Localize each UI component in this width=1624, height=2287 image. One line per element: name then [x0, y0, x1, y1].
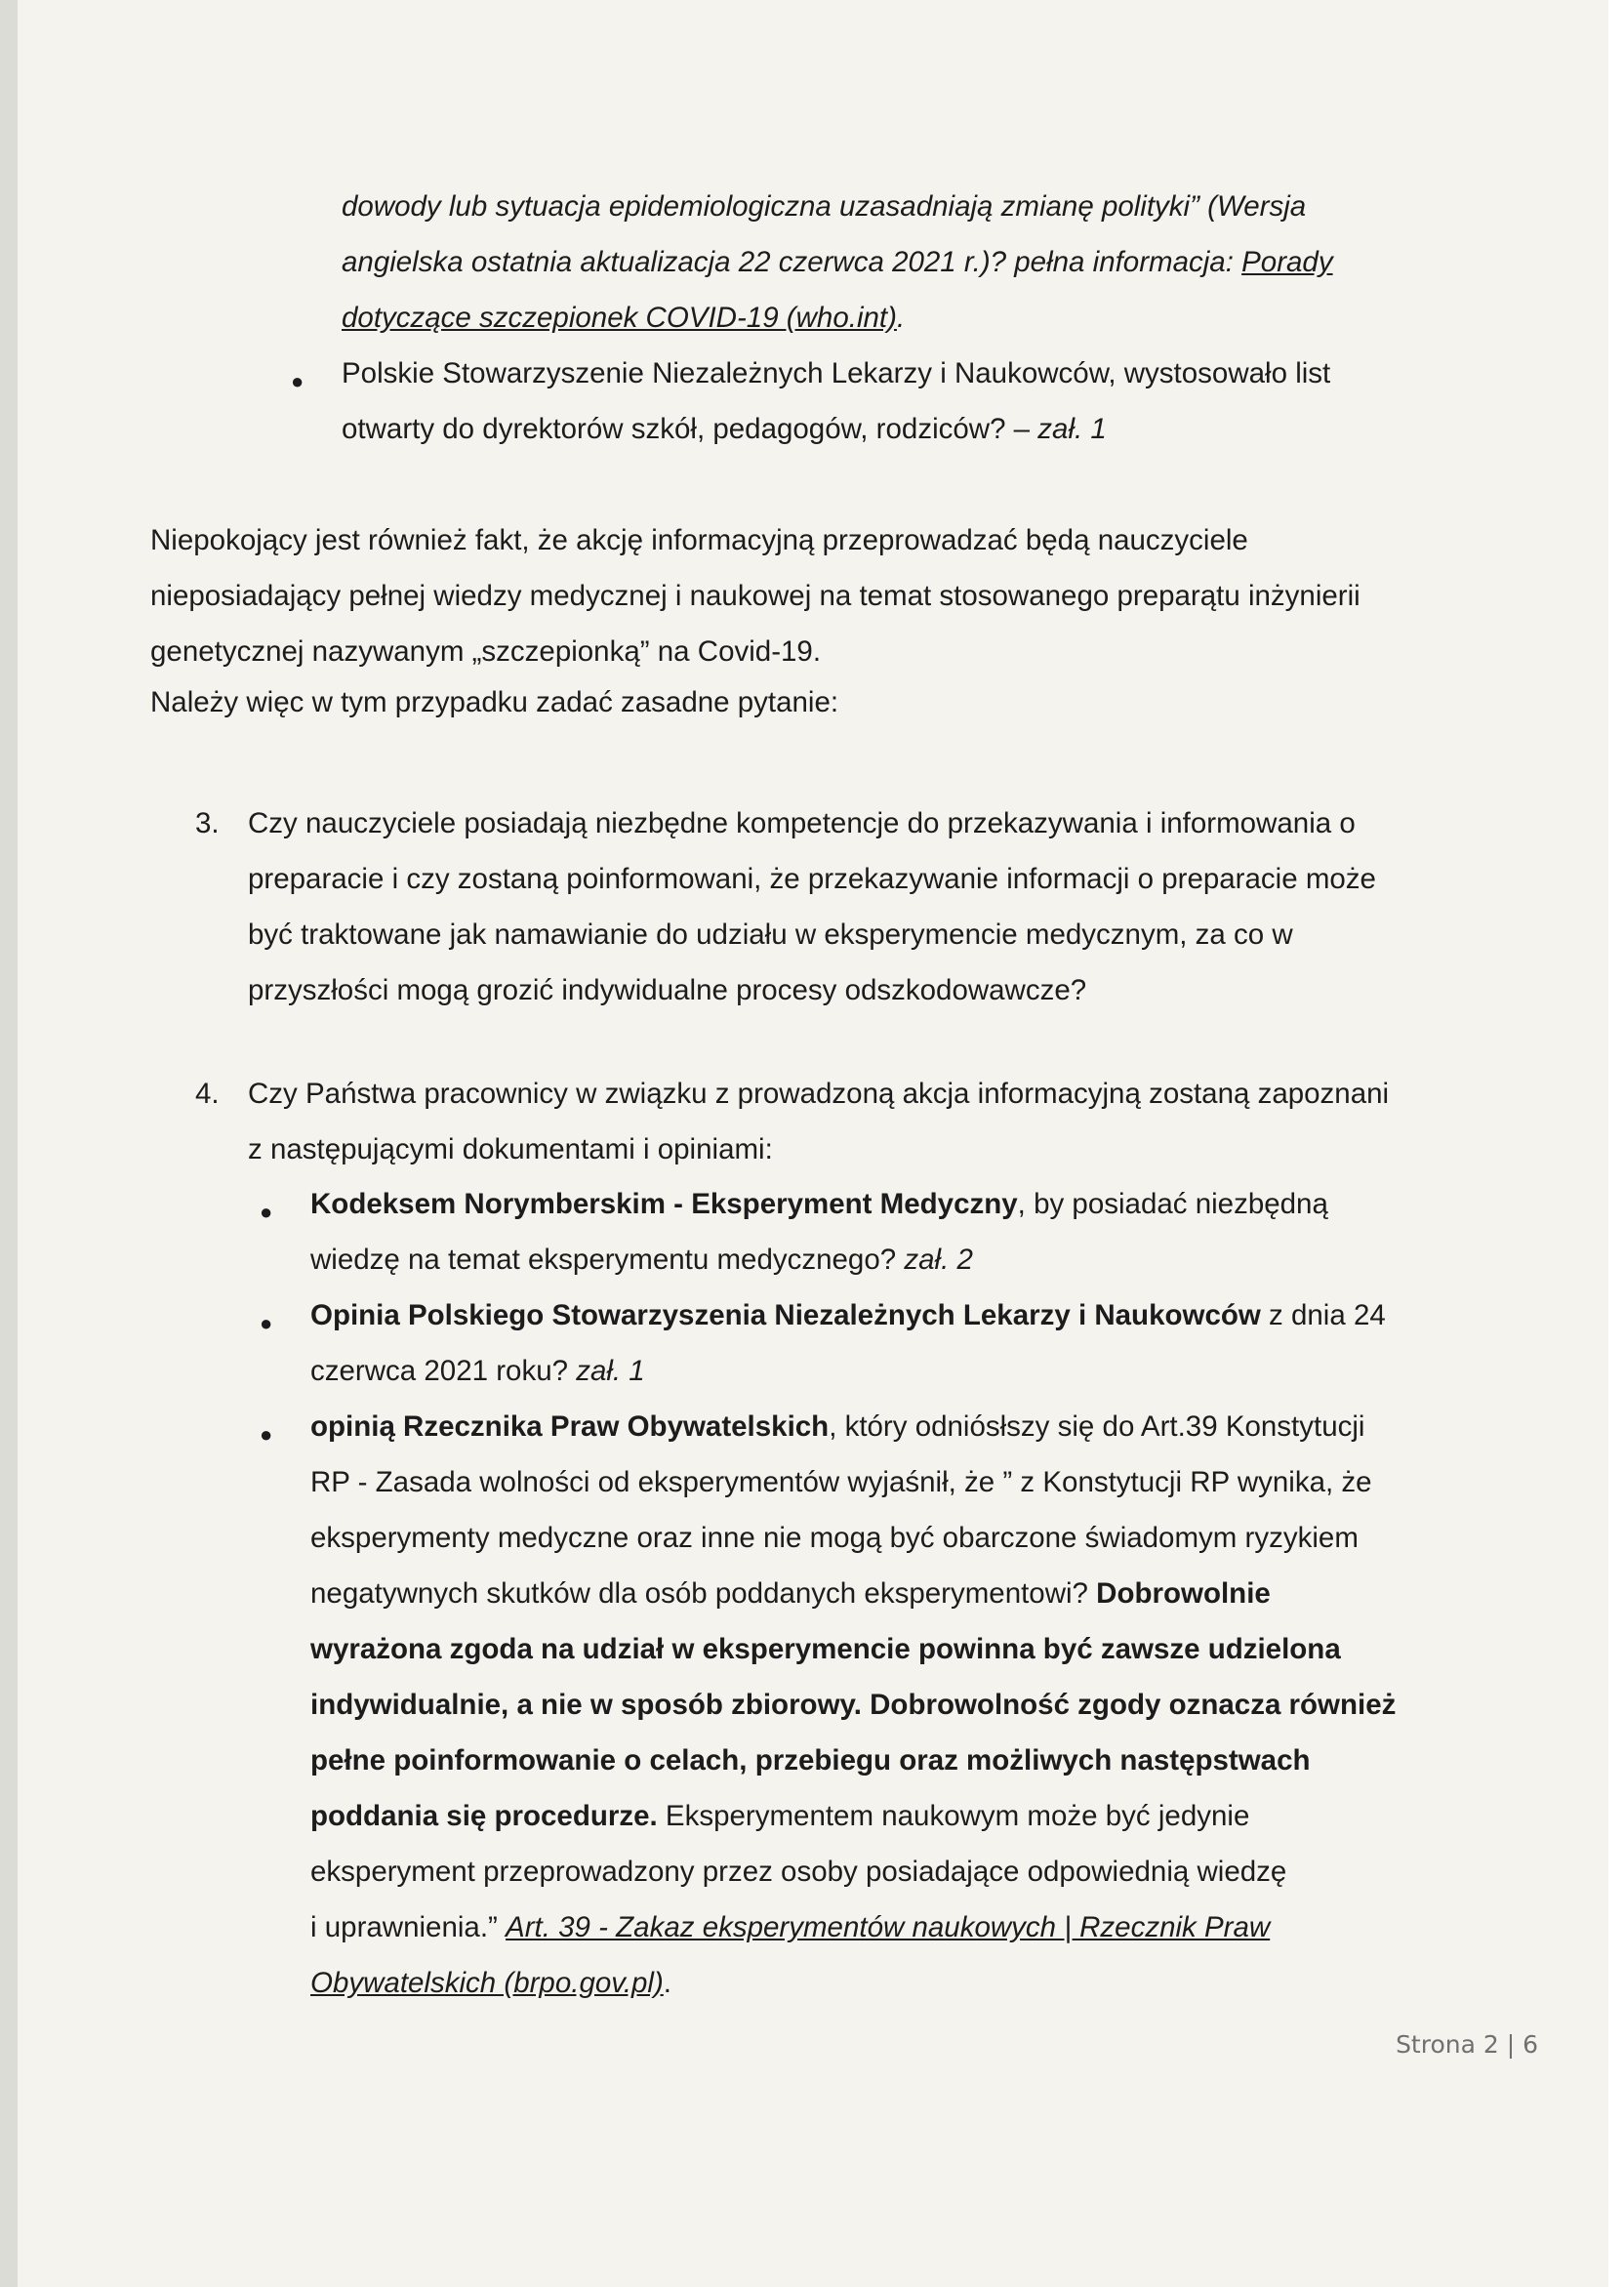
sub-item-opinion: Opinia Polskiego Stowarzyszenia Niezależnych Lekarzy i Naukowców z dnia 24 czerwca 2021 roku? zał. 1: [310, 1299, 1386, 1387]
text-line: pełne poinformowanie o celach, przebiegu oraz możliwych następstwach: [310, 1744, 1311, 1777]
bullet-pstn: Polskie Stowarzyszenie Niezależnych Lekarzy i Naukowców, wystosowało list otwarty do dyrektorów szkół, pedagogów, rodziców? – zał. 1: [342, 346, 1330, 457]
text-line: z następującymi dokumentami i opiniami:: [248, 1133, 773, 1165]
text-line: preparacie i czy zostaną poinformowani, że przekazywanie informacji o preparacie może: [248, 863, 1376, 895]
text-line: angielska ostatnia aktualizacja 22 czerwca 2021 r.)? pełna informacja:: [342, 246, 1242, 278]
rpo-link[interactable]: Art. 39 - Zakaz eksperymentów naukowych | Rzecznik Praw: [506, 1911, 1271, 1943]
text-line: eksperyment przeprowadzony przez osoby posiadające odpowiednią wiedzę: [310, 1856, 1287, 1888]
who-link-continued[interactable]: dotyczące szczepionek COVID-19 (who.int): [342, 302, 897, 334]
text-line: dowody lub sytuacja epidemiologiczna uzasadniają zmianę polityki” (Wersja: [342, 190, 1307, 223]
who-link[interactable]: Porady: [1241, 246, 1333, 278]
text-line: przyszłości mogą grozić indywidualne procesy odszkodowawcze?: [248, 974, 1087, 1006]
document-page: [18, 0, 1608, 2287]
attachment-ref: zał. 2: [904, 1244, 973, 1276]
text-line: genetycznej nazywanym „szczepionką” na Covid-19.: [150, 635, 822, 668]
text-line: nieposiadający pełnej wiedzy medycznej i naukowej na temat stosowanego preparątu inżynierii: [150, 580, 1360, 612]
bullet-icon: ●: [291, 369, 304, 393]
rpo-link-continued[interactable]: Obywatelskich (brpo.gov.pl): [310, 1967, 664, 1999]
question-4: [248, 1066, 1389, 1177]
text-line: eksperymenty medyczne oraz inne nie mogą być obarczone świadomym ryzykiem: [310, 1522, 1359, 1554]
text-line: RP - Zasada wolności od eksperymentów wyjaśnił, że ” z Konstytucji RP wynika, że: [310, 1466, 1372, 1498]
text-line: indywidualnie, a nie w sposób zbiorowy. Dobrowolność zgody oznacza również: [310, 1689, 1397, 1721]
text-line: Polskie Stowarzyszenie Niezależnych Lekarzy i Naukowców, wystosowało list: [342, 357, 1331, 389]
top-continuation: dowody lub sytuacja epidemiologiczna uzasadniają zmianę polityki” (Wersja angielska ostatnia aktualizacja 22 czerwca 2021 r.)? pełna informacja: Porady dotyczące szczepionek COVID-19 (who.int).: [342, 179, 1333, 346]
text-line: wyrażona zgoda na udział w eksperymencie powinna być zawsze udzielona: [310, 1633, 1341, 1665]
bullet-icon: ●: [260, 1311, 273, 1335]
bullet-icon: ●: [260, 1200, 273, 1224]
question-3: [248, 796, 1376, 1018]
text-line: być traktowane jak namawianie do udziału w eksperymencie medycznym, za co w: [248, 919, 1293, 951]
attachment-ref: zał. 1: [1037, 413, 1107, 445]
text-line: Czy Państwa pracownicy w związku z prowadzoną akcja informacyjną zostaną zapoznani: [248, 1078, 1390, 1110]
attachment-ref: zał. 1: [576, 1355, 645, 1387]
question-number: 3.: [195, 807, 220, 839]
sub-item-rpo: opinią Rzecznika Praw Obywatelskich, który odniósłszy się do Art.39 Konstytucji RP - Zasada wolności od eksperymentów wyjaśnił, że ” z Konstytucji RP wynika, że eksperymenty medyczne oraz inne nie mogą być obarczone świadomym ryzykiem negatywnych skutków dla osób poddanych eksperymentowi? Dobrowolnie wyrażona zgoda na udział w eksperymencie powinna być zawsze udzielona indywidualnie, a nie w sposób zbiorowy. Dobrowolność zgody oznacza również pełne poinformowanie o celach, przebiegu oraz możliwych następstwach poddania się procedurze. Eksperymentem naukowym może być jedynie eksperyment przeprowadzony przez osoby posiadające odpowiednią wiedzę i uprawnienia.” Art. 39 - Zakaz eksperymentów naukowych | Rzecznik Praw Obywatelskich (brpo.gov.pl).: [310, 1410, 1397, 1999]
text-line: Czy nauczyciele posiadają niezbędne kompetencje do przekazywania i informowania o: [248, 807, 1356, 839]
bullet-icon: ●: [260, 1422, 273, 1447]
page-number: Strona 2 | 6: [1396, 2030, 1538, 2059]
text-line: Niepokojący jest również fakt, że akcję informacyjną przeprowadzać będą nauczyciele: [150, 524, 1248, 556]
scan-edge: [0, 0, 18, 2287]
body-paragraph: [150, 512, 1360, 726]
question-number: 4.: [195, 1078, 220, 1110]
text-line: Należy więc w tym przypadku zadać zasadne pytanie:: [150, 686, 839, 718]
sub-item-nuremberg: Kodeksem Norymberskim - Eksperyment Medyczny, by posiadać niezbędną wiedzę na temat eksperymentu medycznego? zał. 2: [310, 1188, 1328, 1276]
